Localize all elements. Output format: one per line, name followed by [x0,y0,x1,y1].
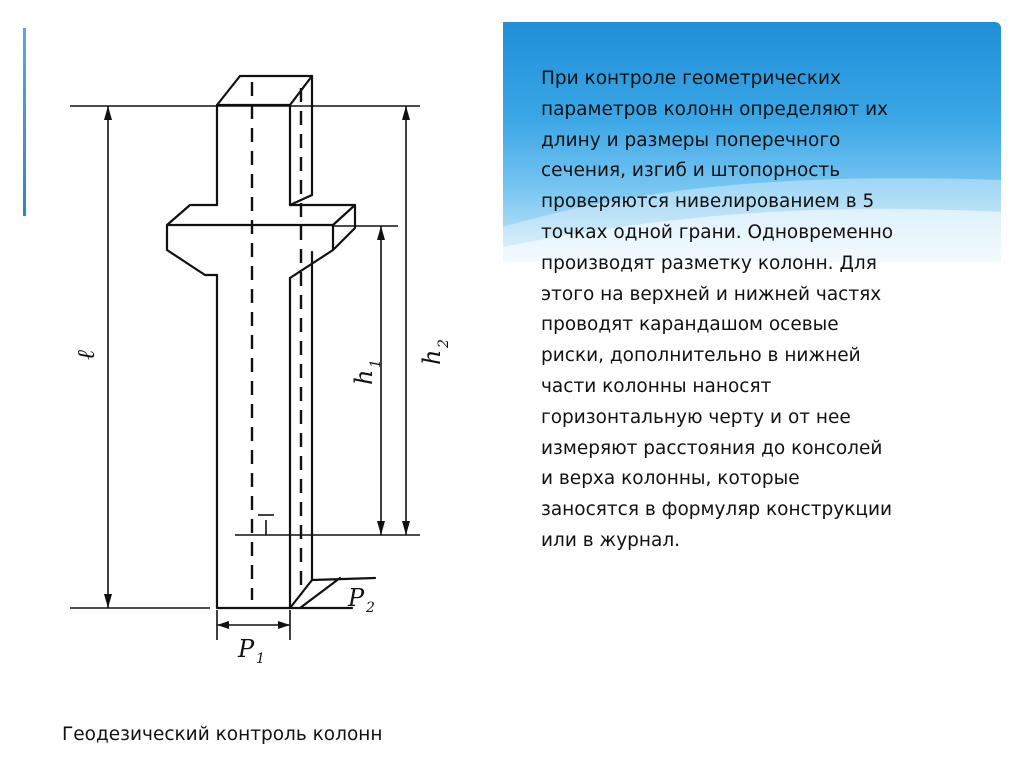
body-line: проверяются нивелированием в 5 [541,191,875,213]
body-line: длину и размеры поперечного [541,129,841,151]
label-h2-sub: 2 [436,339,452,348]
body-line: точках одной грани. Одновременно [541,221,894,243]
body-line: измеряют расстояния до консолей [541,437,883,459]
column-lower [217,252,312,608]
body-line: риски, дополнительно в нижней [541,345,861,367]
label-h1: h [350,369,378,385]
slide-caption: Геодезический контроль колонн [62,724,383,745]
label-l: ℓ [72,350,100,360]
body-line: производят разметку колонн. Для [541,252,877,274]
column-outline [217,76,312,105]
label-p2-sub: 2 [366,600,375,616]
body-line: и верха колонны, которые [541,468,800,490]
left-accent-line [23,28,26,216]
body-line: части колонны наносят [541,375,772,397]
body-line: или в журнал. [541,529,681,551]
column-front-upper [217,105,290,205]
body-line: этого на верхней и нижней частях [541,283,882,305]
body-line: заносятся в формуляр конструкции [541,499,893,521]
body-line: При контроле геометрических [541,68,842,89]
label-p1: P [238,635,255,663]
label-p2: P [348,584,365,612]
label-h1-sub: 1 [368,359,384,368]
body-line: горизонтальную черту и от нее [541,406,851,428]
corbel [167,205,355,278]
slide-body-text [541,64,961,557]
body-line: проводят карандашом осевые [541,314,839,336]
label-h2: h [418,349,446,365]
body-line: параметров колонн определяют их [541,98,889,120]
body-line: сечения, изгиб и штопорность [541,160,841,182]
column-diagram [60,60,480,680]
label-p1-sub: 1 [256,651,265,667]
